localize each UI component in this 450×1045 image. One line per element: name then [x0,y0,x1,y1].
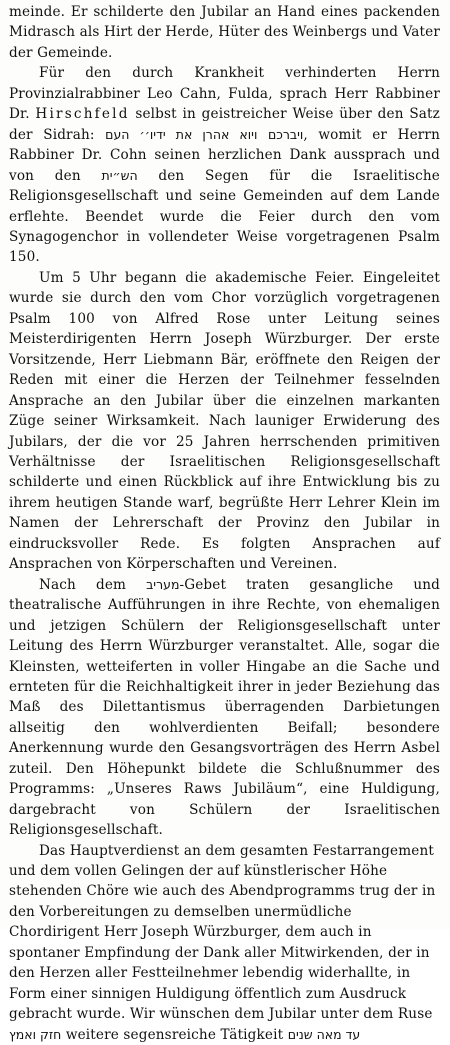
hebrew-word-maariv: מעריב [146,576,180,592]
paragraph-2-text-e: den Segen für die Israelitische Religionsgesellschaft und seine Gemeinden auf dem Lande erflehte. Beendet wurde die Feier durch den vom Synagogenchor in vollendeter Weise vorgetragenen Psalm 150. [9,167,440,266]
paragraph-1-text: meinde. Er schilderte den Jubilar an Hand eines packenden Midrasch als Hirt der Herde, Hüter des Weinbergs und Vater der Gemeinde. [9,4,440,61]
paragraph-5 [9,841,440,1045]
hebrew-chazak-veematz: חזק ואמץ [9,1026,62,1042]
paragraph-4-text-a: Nach dem [39,576,147,593]
paragraph-2-text-a: Für den durch Krankheit verhinderten Herrn Provinzialrabbiner Leo Cahn, Fulda, sprach Herr Rabbiner Dr. [9,65,440,123]
paragraph-2-text-c [257,127,268,143]
hebrew-word-vayevarchem: ויברכם [267,126,304,142]
paragraph-3-text: Um 5 Uhr begann die akademische Feier. Eingeleitet wurde sie durch den vom Chor vorzüglich vorgetragenen Psalm 100 von Alfred Rose unter Leitung seines Meisterdirigenten Herrn Joseph Würzburger. Der erste Vorsitzende, Herr Liebmann Bär, eröffnete den Reigen der Reden mit einer die Herzen der Teilnehmer fesselnden Ansprache an den Jubilar über die einzelnen markanten Züge seiner Wirksamkeit. Nach launiger Erwiderung des Jubilars, der die vor 25 Jahren herrschenden primitiven Verhältnisse der Israelitischen Religionsgesellschaft schilderte und einen Rückblick auf ihre Entwicklung bis zu ihrem heutigen Stande warf, begrüßte Herr Lehrer Klein im Namen der Lehrerschaft der Provinz den Jubilar in eindrucksvoller Rede. Es folgten Ansprachen auf Ansprachen von Körperschaften und Vereinen. [9,269,440,573]
paragraph-3 [9,268,440,575]
paragraph-4 [9,575,440,841]
paragraph-4-text-b: -Gebet traten gesangliche und theatralische Aufführungen in ihre Rechte, von ehemaligen und jetzigen Schülern der Religionsgesellschaft unter Leitung des Herrn Würzburger veranstaltet. Alle, sogar die Kleinsten, wetteiferten in voller Hingabe an die Sache und ernteten für die Reichhaltigkeit ihrer in jeder Beziehung das Maß des Dilettantismus überragenden Darbietungen allseitig den wohlverdienten Beifall; besondere Anerkennung wurde den Gesangsvorträgen des Herrn Asbel zuteil. Den Höhepunkt bildete die Schlußnummer des Programms: „Unseres Raws Jubiläum“, eine Huldigung, dargebracht von Schülern der Israelitischen Religionsgesellschaft. [9,576,441,839]
rabbi-name: Hirschfeld [35,106,130,123]
paragraph-2-text-d: , womit er Herrn Rabbiner Dr. Cohn seinen herzlichen Dank aussprach und von den [9,126,440,184]
paragraph-5-text-a: Das Hauptverdienst an dem gesamten Festarrangement und dem vollen Gelingen der auf künstlerischer Höhe stehenden Chöre wie auch des Abendprogramms trug der in den Vorbereitungen zu demselben unermüdliche Chordirigent Herr Joseph Würzburger, dem auch in spontaner Empfindung der Dank aller Mitwirkenden, der in den Herzen aller Festteilnehmer lebendig widerhallte, in Form einer sinnigen Huldigung öffentlich zum Ausdruck gebracht wurde. Wir wünschen dem Jubilar unter dem Ruse [9,842,436,1023]
hebrew-ad-meah-shanim: עד מאה שנים [287,1026,361,1042]
hebrew-quote: ויוא אהרן את ידיו׳׳ העם [105,126,258,142]
paragraph-2-text-b: selbst in geistreicher Weise über den Satz der Sidrah: [9,106,440,143]
paragraph-2 [9,63,440,268]
paragraph-5-text-b: weitere segensreiche Tätigkeit [61,1026,288,1043]
paragraph-1 [9,2,440,63]
hebrew-abbreviation: הש״ית [101,167,138,183]
